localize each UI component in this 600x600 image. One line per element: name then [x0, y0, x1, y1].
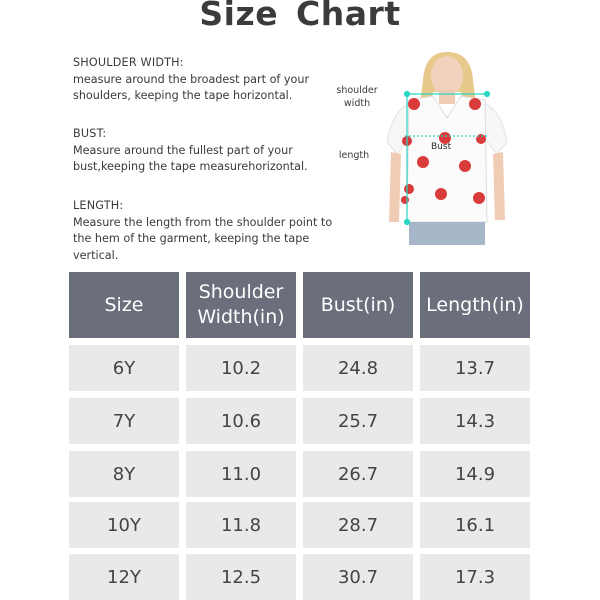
table-cell: 11.0	[186, 451, 296, 497]
table-cell: 26.7	[303, 451, 413, 497]
instruction-body: measure around the broadest part of your shoulders, keeping the tape horizontal.	[73, 72, 310, 102]
table-cell: 10.6	[186, 398, 296, 444]
page-title: Size Chart	[199, 0, 401, 33]
table-cell: 14.3	[420, 398, 530, 444]
table-cell: 12.5	[186, 554, 296, 600]
header-length: Length(in)	[420, 272, 530, 338]
header-size: Size	[69, 272, 179, 338]
shoulder-width-label: shoulder width	[336, 85, 378, 109]
shoulder-width-instruction	[73, 55, 348, 105]
table-cell: 25.7	[303, 398, 413, 444]
table-cell: 10Y	[69, 502, 179, 548]
bust-label: Bust	[431, 142, 452, 152]
table-cell: 11.8	[186, 502, 296, 548]
table-cell: 6Y	[69, 345, 179, 391]
instruction-body: Measure around the fullest part of your bust,keeping the tape measurehorizontal.	[73, 143, 308, 173]
table-cell: 17.3	[420, 554, 530, 600]
table-cell: 13.7	[420, 345, 530, 391]
length-label: length	[338, 150, 370, 161]
header-bust: Bust(in)	[303, 272, 413, 338]
instruction-heading: BUST:	[73, 127, 107, 140]
bust-instruction	[73, 126, 348, 176]
table-cell: 30.7	[303, 554, 413, 600]
length-instruction	[73, 198, 348, 264]
model-illustration	[383, 52, 511, 245]
table-cell: 14.9	[420, 451, 530, 497]
table-cell: 12Y	[69, 554, 179, 600]
table-cell: 8Y	[69, 451, 179, 497]
table-cell: 28.7	[303, 502, 413, 548]
table-cell: 10.2	[186, 345, 296, 391]
model-photo	[383, 52, 511, 245]
table-cell: 7Y	[69, 398, 179, 444]
instruction-body: Measure the length from the shoulder point to the hem of the garment, keeping the tape vertical.	[73, 215, 333, 262]
table-cell: 24.8	[303, 345, 413, 391]
instruction-heading: LENGTH:	[73, 199, 124, 212]
table-cell: 16.1	[420, 502, 530, 548]
instruction-heading: SHOULDER WIDTH:	[73, 56, 184, 69]
header-shoulder-width: Shoulder Width(in)	[186, 272, 296, 338]
